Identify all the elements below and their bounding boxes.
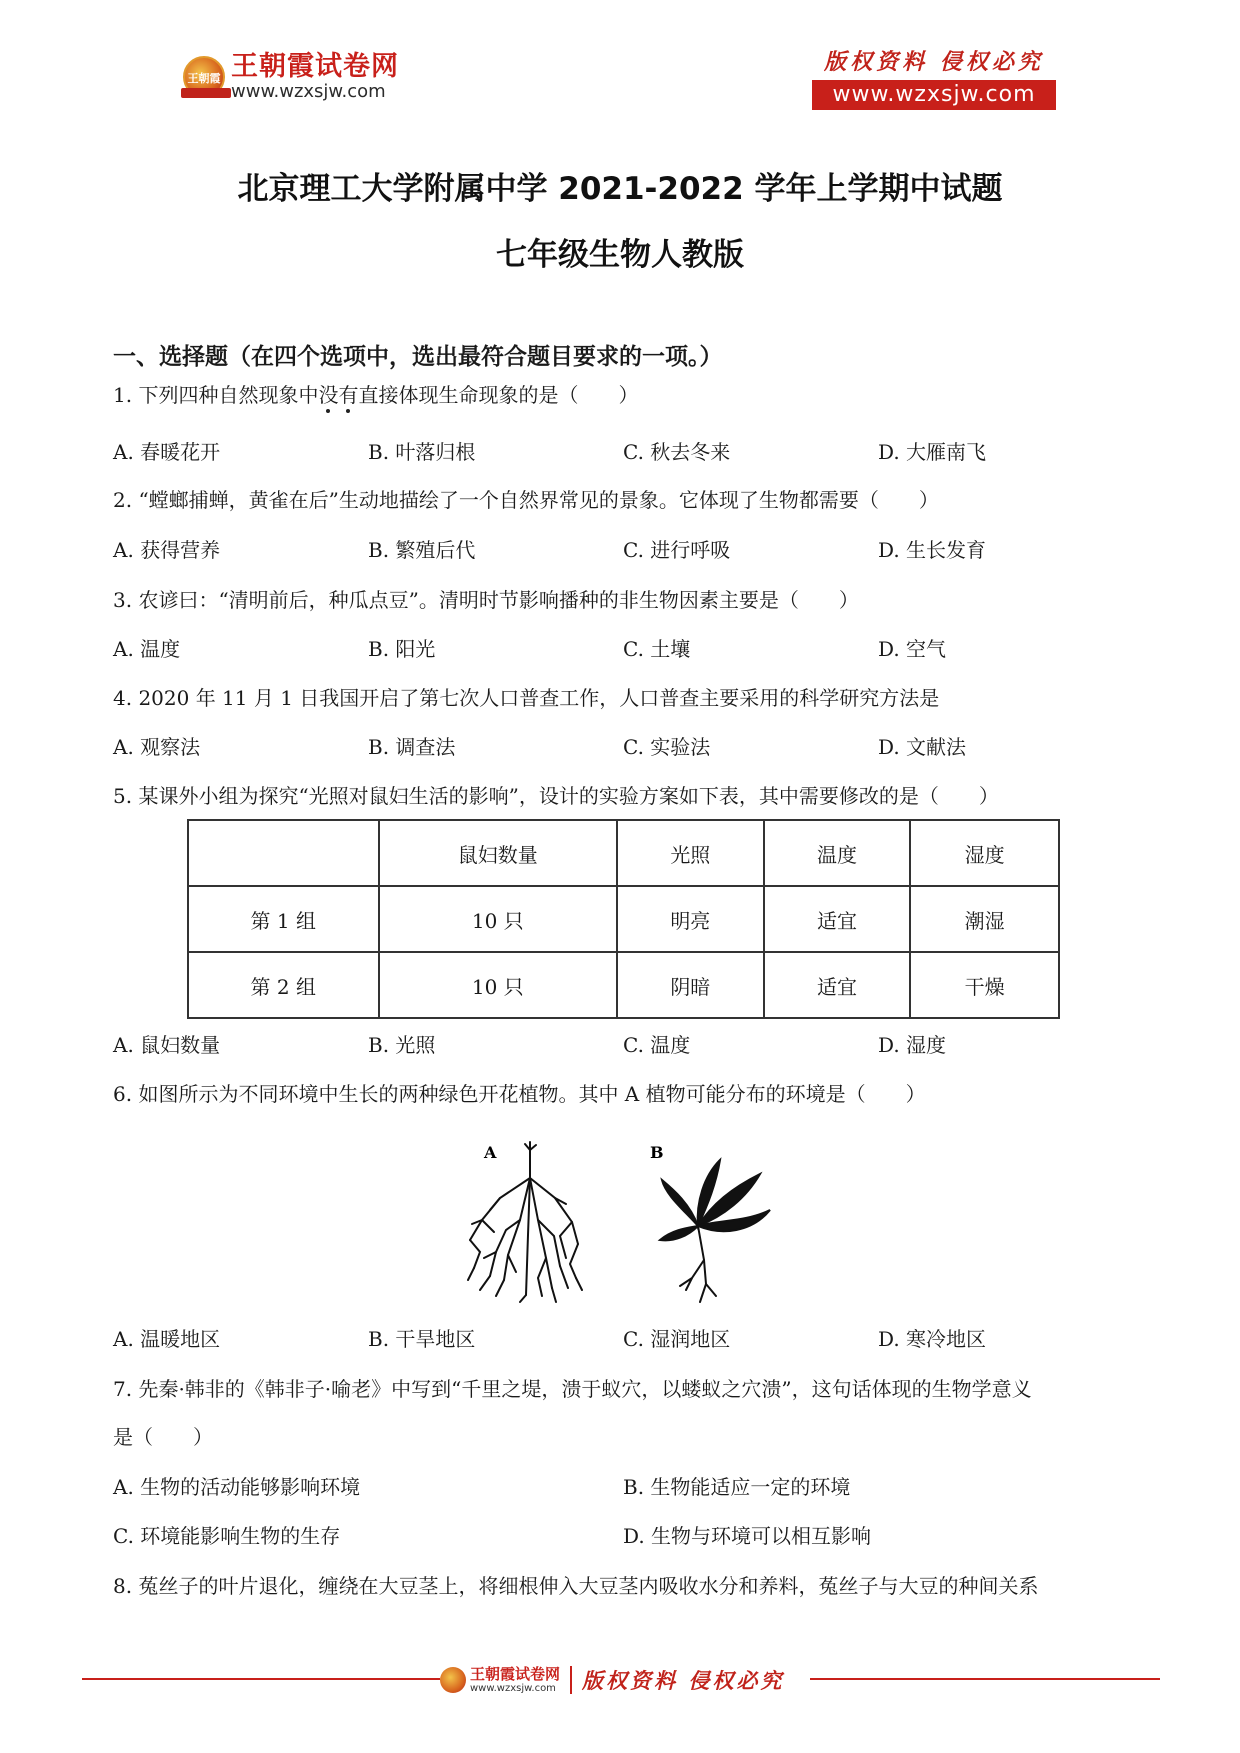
question-1: [113, 381, 638, 409]
footer-copyright: 版权资料 侵权必究: [582, 1668, 785, 1693]
page-footer: [0, 1660, 1240, 1700]
question-5: 5. 某课外小组为探究“光照对鼠妇生活的影响”，设计的实验方案如下表，其中需要修改的是（ ）: [113, 784, 999, 808]
q5-option-d[interactable]: D. 湿度: [878, 1033, 947, 1057]
table-cell: 潮湿: [910, 886, 1059, 952]
brand-badge-icon: [183, 56, 225, 98]
footer-brand-url[interactable]: www.wzxsjw.com: [470, 1682, 556, 1694]
plant-roots-figure: [460, 1140, 790, 1308]
brand-url[interactable]: www.wzxsjw.com: [231, 81, 386, 102]
copyright-text: 版权资料 侵权必究: [824, 49, 1044, 75]
question-1-text-post: 直接体现生命现象的是（ ）: [358, 383, 639, 407]
table-cell: 明亮: [617, 886, 764, 952]
q2-option-c[interactable]: C. 进行呼吸: [623, 538, 731, 562]
plant-b-icon: [660, 1160, 770, 1302]
q4-option-c[interactable]: C. 实验法: [623, 735, 711, 759]
footer-divider: [810, 1678, 1160, 1680]
footer-brand: [440, 1662, 810, 1698]
plant-a-icon: [468, 1142, 582, 1302]
q3-option-a[interactable]: A. 温度: [113, 637, 181, 661]
document-title: 北京理工大学附属中学 2021-2022 学年上学期中试题: [237, 171, 1003, 207]
footer-separator: [570, 1666, 572, 1694]
q7-option-a[interactable]: A. 生物的活动能够影响环境: [113, 1475, 361, 1499]
question-7-continued: 是（ ）: [113, 1425, 213, 1449]
table-header-cell: 温度: [764, 820, 911, 886]
q7-option-b[interactable]: B. 生物能适应一定的环境: [623, 1475, 851, 1499]
q2-option-a[interactable]: A. 获得营养: [113, 538, 221, 562]
table-header-cell: [188, 820, 379, 886]
q1-option-d[interactable]: D. 大雁南飞: [878, 440, 987, 464]
q3-option-b[interactable]: B. 阳光: [368, 637, 436, 661]
question-6: 6. 如图所示为不同环境中生长的两种绿色开花植物。其中 A 植物可能分布的环境是（ ）: [113, 1082, 926, 1106]
question-4: 4. 2020 年 11 月 1 日我国开启了第七次人口普查工作，人口普查主要采用的科学研究方法是: [113, 686, 940, 710]
table-row: [188, 952, 1059, 1018]
table-header-cell: 鼠妇数量: [379, 820, 617, 886]
question-3: 3. 农谚曰：“清明前后，种瓜点豆”。清明时节影响播种的非生物因素主要是（ ）: [113, 588, 859, 612]
q6-option-c[interactable]: C. 湿润地区: [623, 1327, 731, 1351]
figure-label-b: B: [650, 1143, 664, 1162]
brand-name: 王朝霞试卷网: [231, 51, 399, 82]
experiment-table: [187, 819, 1060, 1019]
table-cell: 干燥: [910, 952, 1059, 1018]
table-header-cell: 湿度: [910, 820, 1059, 886]
q5-option-b[interactable]: B. 光照: [368, 1033, 436, 1057]
figure-label-a: A: [484, 1143, 497, 1162]
copyright-url[interactable]: www.wzxsjw.com: [812, 80, 1056, 110]
table-cell: 适宜: [764, 952, 911, 1018]
q3-option-c[interactable]: C. 土壤: [623, 637, 691, 661]
page-header: [0, 0, 1240, 120]
q1-option-c[interactable]: C. 秋去冬来: [623, 440, 731, 464]
document-subtitle: 七年级生物人教版: [496, 237, 744, 273]
question-1-text-pre: 1. 下列四种自然现象中: [113, 383, 319, 407]
emphasis-char: 有: [338, 383, 359, 407]
q4-option-b[interactable]: B. 调查法: [368, 735, 456, 759]
q4-option-d[interactable]: D. 文献法: [878, 735, 967, 759]
q6-option-d[interactable]: D. 寒冷地区: [878, 1327, 987, 1351]
question-8: 8. 菟丝子的叶片退化，缠绕在大豆茎上，将细根伸入大豆茎内吸收水分和养料，菟丝子与大豆的种间关系: [113, 1574, 1039, 1598]
table-cell: 适宜: [764, 886, 911, 952]
table-cell: 阴暗: [617, 952, 764, 1018]
emphasis-char: 没: [318, 383, 339, 407]
copyright-notice: [812, 48, 1056, 110]
q7-option-d[interactable]: D. 生物与环境可以相互影响: [623, 1524, 872, 1548]
q5-option-c[interactable]: C. 温度: [623, 1033, 691, 1057]
q7-option-c[interactable]: C. 环境能影响生物的生存: [113, 1524, 341, 1548]
q1-option-b[interactable]: B. 叶落归根: [368, 440, 476, 464]
q2-option-b[interactable]: B. 繁殖后代: [368, 538, 476, 562]
brand-badge-text: 王朝霞: [187, 72, 221, 85]
brand-logo[interactable]: [183, 52, 399, 102]
table-header-cell: 光照: [617, 820, 764, 886]
q3-option-d[interactable]: D. 空气: [878, 637, 947, 661]
section-heading: 一、选择题（在四个选项中，选出最符合题目要求的一项。）: [113, 344, 723, 370]
q6-option-b[interactable]: B. 干旱地区: [368, 1327, 476, 1351]
footer-brand-name: 王朝霞试卷网: [470, 1664, 561, 1683]
ribbon-icon: [181, 88, 231, 98]
table-cell: 10 只: [379, 952, 617, 1018]
table-cell: 第 2 组: [188, 952, 379, 1018]
q4-option-a[interactable]: A. 观察法: [113, 735, 201, 759]
question-7: 7. 先秦·韩非的《韩非子·喻老》中写到“千里之堤，溃于蚁穴，以蝼蚁之穴溃”，这句话体现的生物学意义: [113, 1377, 1032, 1401]
q6-option-a[interactable]: A. 温暖地区: [113, 1327, 221, 1351]
question-2: 2. “螳螂捕蝉，黄雀在后”生动地描绘了一个自然界常见的景象。它体现了生物都需要（ ）: [113, 488, 939, 512]
q1-option-a[interactable]: A. 春暖花开: [113, 440, 221, 464]
footer-badge-icon: [440, 1667, 466, 1693]
q5-option-a[interactable]: A. 鼠妇数量: [113, 1033, 221, 1057]
table-header-row: [188, 820, 1059, 886]
table-cell: 第 1 组: [188, 886, 379, 952]
table-row: [188, 886, 1059, 952]
table-cell: 10 只: [379, 886, 617, 952]
q2-option-d[interactable]: D. 生长发育: [878, 538, 987, 562]
footer-divider: [82, 1678, 440, 1680]
